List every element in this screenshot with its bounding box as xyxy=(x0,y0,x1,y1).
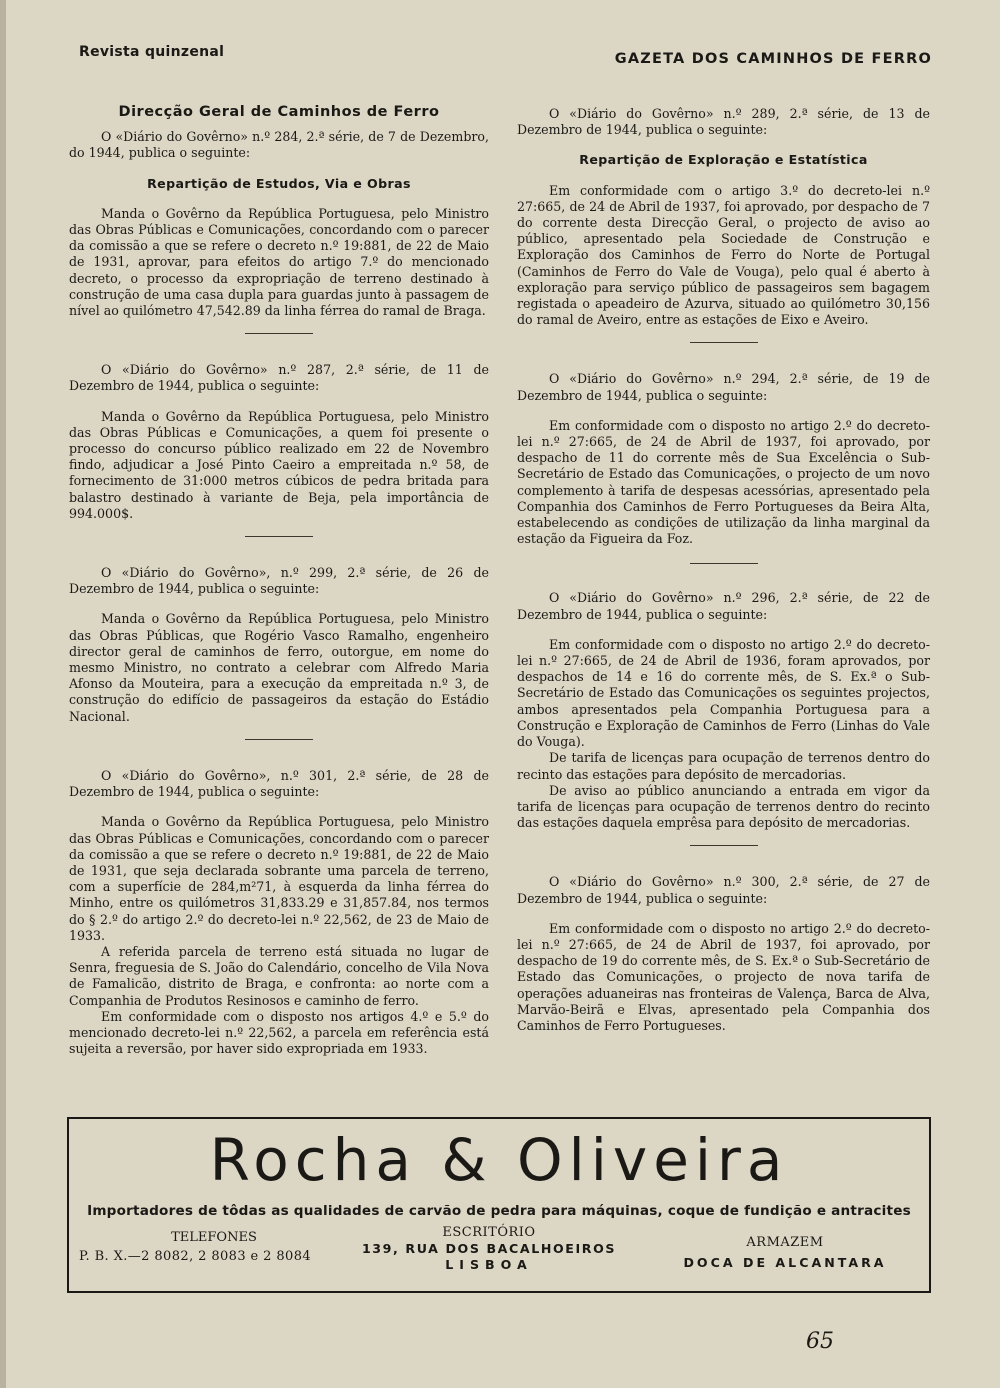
notice-intro: O «Diário do Govêrno» n.º 294, 2.ª série, de 19 de Dezembro de 1944, publica o seguinte: xyxy=(517,371,930,403)
department-subtitle: Repartição de Exploração e Estatística xyxy=(579,152,868,168)
advertiser-name: Rocha & Oliveira xyxy=(209,1126,789,1194)
separator-rule xyxy=(690,563,758,564)
notice-body: De tarifa de licenças para ocupação de terrenos dentro do recinto das estações para depósito de mercadorias. xyxy=(517,750,930,782)
notice-intro: O «Diário do Govêrno» n.º 287, 2.ª série, de 11 de Dezembro de 1944, publica o seguinte: xyxy=(69,362,489,394)
separator-rule xyxy=(690,845,758,846)
department-subtitle: Repartição de Estudos, Via e Obras xyxy=(147,175,411,191)
warehouse-address: DOCA DE ALCANTARA xyxy=(683,1255,887,1270)
notice-body: Em conformidade com o disposto no artigo 2.º do decreto-lei n.º 27:665, de 24 de Abril de 1937, foi aprovado, por despacho de 11 do corrente mês de Sua Excelência o Sub-Secretário de Estado das Comunicações, o projecto de um novo complemento à tarifa de despesas acessórias, apresentado pela Companhia dos Caminhos de Ferro Portugueses da Beira Alta, estabelecendo as condições de utilização da linha marginal da estação da Figueira da Foz. xyxy=(517,417,930,547)
notice-body: Manda o Govêrno da República Portuguesa, pelo Ministro das Obras Públicas e Comunicações, a quem foi presente o processo do concurso público realizado em 22 de Novembro findo, adjudicar a José Pinto Caeiro a empreitada n.º 58, de fornecimento de 31:000 metros cúbicos de pedra britada para balastro destinado à variante de Beja, pela importância de 994.000$. xyxy=(69,408,489,521)
advertiser-tagline: Importadores de tôdas as qualidades de carvão de pedra para máquinas, coque de fundição e antracites xyxy=(87,1203,911,1219)
notice-intro: O «Diário do Govêrno», n.º 299, 2.ª série, de 26 de Dezembro de 1944, publica o seguinte: xyxy=(69,565,489,597)
separator-rule xyxy=(245,739,313,740)
notice-body: Em conformidade com o disposto no artigo 2.º do decreto-lei n.º 27:665, de 24 de Abril de 1936, foram aprovados, por despachos de 14 e 16 do corrente mês, de S. Ex.ª o Sub-Secretário de Estado das Comunicações os seguintes projectos, ambos apresentados pela Companhia Portuguesa para a Construção e Exploração de Caminhos de Ferro (Linhas do Vale do Vouga). xyxy=(517,636,930,750)
warehouse-block xyxy=(655,1233,915,1273)
notice-body: Manda o Govêrno da República Portuguesa, pelo Ministro das Obras Públicas e Comunicações, concordando com o parecer da comissão a que se refere o decreto n.º 19:881, de 22 de Maio de 1931, aprovar, para efeitos do artigo 7.º do mencionado decreto, o processo da expropriação de terreno destinado à construção de uma casa dupla para guardas junto à passagem de nível ao quilómetro 47,542.89 da linha férrea do ramal de Braga. xyxy=(69,205,489,319)
telephone-label: TELEFONES xyxy=(171,1230,257,1245)
notice-body: De aviso ao público anunciando a entrada em vigor da tarifa de licenças para ocupação de terrenos dentro do recinto das estações daquela emprêsa para depósito de mercadorias. xyxy=(517,782,930,831)
notice-intro: O «Diário do Govêrno» n.º 296, 2.ª série, de 22 de Dezembro de 1944, publica o seguinte: xyxy=(517,590,930,622)
notice-intro: O «Diário do Govêrno» n.º 284, 2.ª série, de 7 de Dezembro, do 1944, publica o seguinte: xyxy=(69,129,489,161)
warehouse-label: ARMAZEM xyxy=(746,1235,824,1250)
separator-rule xyxy=(690,342,758,343)
separator-rule xyxy=(245,536,313,537)
telephone-numbers: P. B. X.—2 8082, 2 8083 e 2 8084 xyxy=(79,1249,312,1264)
page-number: 65 xyxy=(806,1329,834,1354)
notice-body: Em conformidade com o disposto nos artigos 4.º e 5.º do mencionado decreto-lei n.º 22,562, a parcela em referência está sujeita a reversão, por haver sido expropriada em 1933. xyxy=(69,1008,489,1057)
advertisement-box xyxy=(67,1117,931,1293)
separator-rule xyxy=(245,333,313,334)
office-label: ESCRITÓRIO xyxy=(442,1225,536,1240)
page-binding-edge xyxy=(0,0,6,1388)
office-block xyxy=(349,1225,629,1273)
notice-intro: O «Diário do Govêrno», n.º 301, 2.ª série, de 28 de Dezembro de 1944, publica o seguinte: xyxy=(69,767,489,800)
office-address: 139, RUA DOS BACALHOEIROS xyxy=(361,1241,617,1256)
notice-body: Manda o Govêrno da República Portuguesa, pelo Ministro das Obras Públicas e Comunicações, concordando com o parecer da comissão a que se refere o decreto n.º 19:881, de 22 de Maio de 1931, que seja declarada sobrante uma parcela de terreno, com a superfície de 284,m²71, à esquerda da linha férrea do Minho, entre os quilómetros 31,833.29 e 31,857.84, nos termos do § 2.º do artigo 2.º do decreto-lei n.º 22,562, de 23 de Maio de 1933. xyxy=(69,814,489,943)
notice-intro: O «Diário do Govêrno» n.º 300, 2.ª série, de 27 de Dezembro de 1944, publica o seguinte: xyxy=(517,874,930,906)
office-city: LISBOA xyxy=(445,1257,533,1272)
running-header-left: Revista quinzenal xyxy=(79,44,225,60)
notice-body: Em conformidade com o artigo 3.º do decreto-lei n.º 27:665, de 24 de Abril de 1937, foi aprovado, por despacho de 7 do corrente desta Direcção Geral, o projecto de aviso ao público, apresentado pela Sociedade de Construção e Exploração dos Caminhos de Ferro do Norte de Portugal (Caminhos de Ferro do Vale de Vouga), pelo qual é aberto à exploração para serviço público de passageiros sem bagagem registada o apeadeiro de Azurva, situado ao quilómetro 30,156 do ramal de Aveiro, entre as estações de Eixo e Aveiro. xyxy=(517,182,930,328)
running-header-right: GAZETA DOS CAMINHOS DE FERRO xyxy=(614,51,932,67)
notice-body: Em conformidade com o disposto no artigo 2.º do decreto-lei n.º 27:665, de 24 de Abril de 1937, foi aprovado, por despacho de 19 do corrente mês, de S. Ex.ª o Sub-Secretário de Estado das Comunicações, o projecto de nova tarifa de operações aduaneiras nas fronteiras de Valença, Barca de Alva, Marvão-Beirã e Elvas, apresentado pela Companhia dos Caminhos de Ferro Portugueses. xyxy=(517,920,930,1033)
notice-body: Manda o Govêrno da República Portuguesa, pelo Ministro das Obras Públicas, que Rogério Vasco Ramalho, engenheiro director geral de caminhos de ferro, outorgue, em nome do mesmo Ministro, no contrato a celebrar com Alfredo Maria Afonso da Mouteira, para a execução da empreitada n.º 3, de construção do edifício de passageiros da estação do Estádio Nacional. xyxy=(69,611,489,724)
notice-body: A referida parcela de terreno está situada no lugar de Senra, freguesia de S. João do Calendário, concelho de Vila Nova de Famalicão, distrito de Braga, e confronta: ao norte com a Companhia de Produtos Resinosos e caminho de ferro. xyxy=(69,943,489,1008)
right-column xyxy=(517,106,930,1034)
section-title: Direcção Geral de Caminhos de Ferro xyxy=(118,104,440,120)
left-column xyxy=(69,104,489,1057)
notice-intro: O «Diário do Govêrno» n.º 289, 2.ª série, de 13 de Dezembro de 1944, publica o seguinte: xyxy=(517,106,930,138)
telephone-block xyxy=(79,1228,349,1266)
